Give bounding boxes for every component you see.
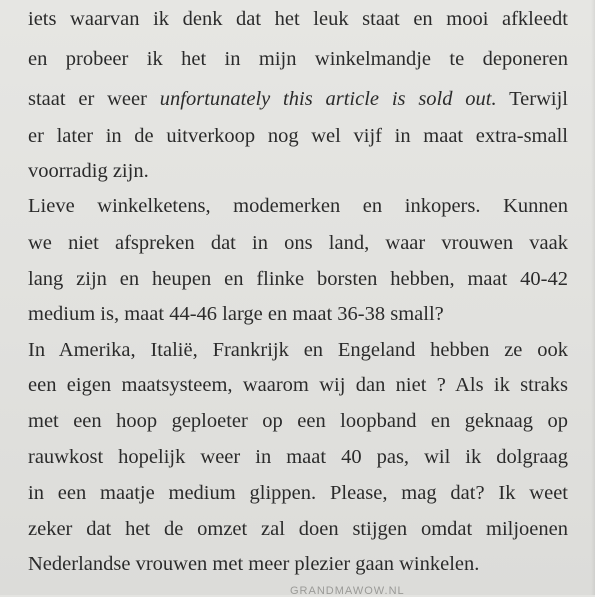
text-line: In Amerika, Italië, Frankrijk en Engeland hebben ze ook xyxy=(28,339,568,361)
italic-phrase: unfortunately this article is sold out. xyxy=(159,88,497,110)
text-line: en probeer ik het in mijn winkelmandje te deponeren xyxy=(28,48,568,70)
text-line: lang zijn en heupen en flinke borsten hebben, maat 40-42 xyxy=(28,268,568,290)
text-line: met een hoop geploeter op een loopband en geknaag op xyxy=(28,410,568,432)
page-footer-url: GRANDMAWOW.NL xyxy=(290,585,405,597)
text-line xyxy=(28,84,568,114)
text-line: Nederlandse vrouwen met meer plezier gaan winkelen. xyxy=(28,553,480,575)
page-edge-shadow xyxy=(591,0,595,595)
text-line: rauwkost hopelijk weer in maat 40 pas, wil ik dolgraag xyxy=(28,446,568,468)
text-line: zeker dat het de omzet zal doen stijgen omdat miljoenen xyxy=(28,518,568,540)
text-line: we niet afspreken dat in ons land, waar vrouwen vaak xyxy=(28,232,568,254)
text-line: medium is, maat 44-46 large en maat 36-38 small? xyxy=(28,303,444,325)
text-line: een eigen maatsysteem, waarom wij dan niet ? Als ik straks xyxy=(28,374,568,396)
text-segment: staat er weer xyxy=(28,88,160,110)
text-segment: Terwijl xyxy=(496,88,568,110)
text-line: voorradig zijn. xyxy=(28,160,149,182)
text-line: in een maatje medium glippen. Please, mag dat? Ik weet xyxy=(28,482,568,504)
text-line: er later in de uitverkoop nog wel vijf in maat extra-small xyxy=(28,125,568,147)
text-line: iets waarvan ik denk dat het leuk staat en mooi afkleedt xyxy=(28,8,568,30)
text-line: Lieve winkelketens, modemerken en inkopers. Kunnen xyxy=(28,195,568,217)
